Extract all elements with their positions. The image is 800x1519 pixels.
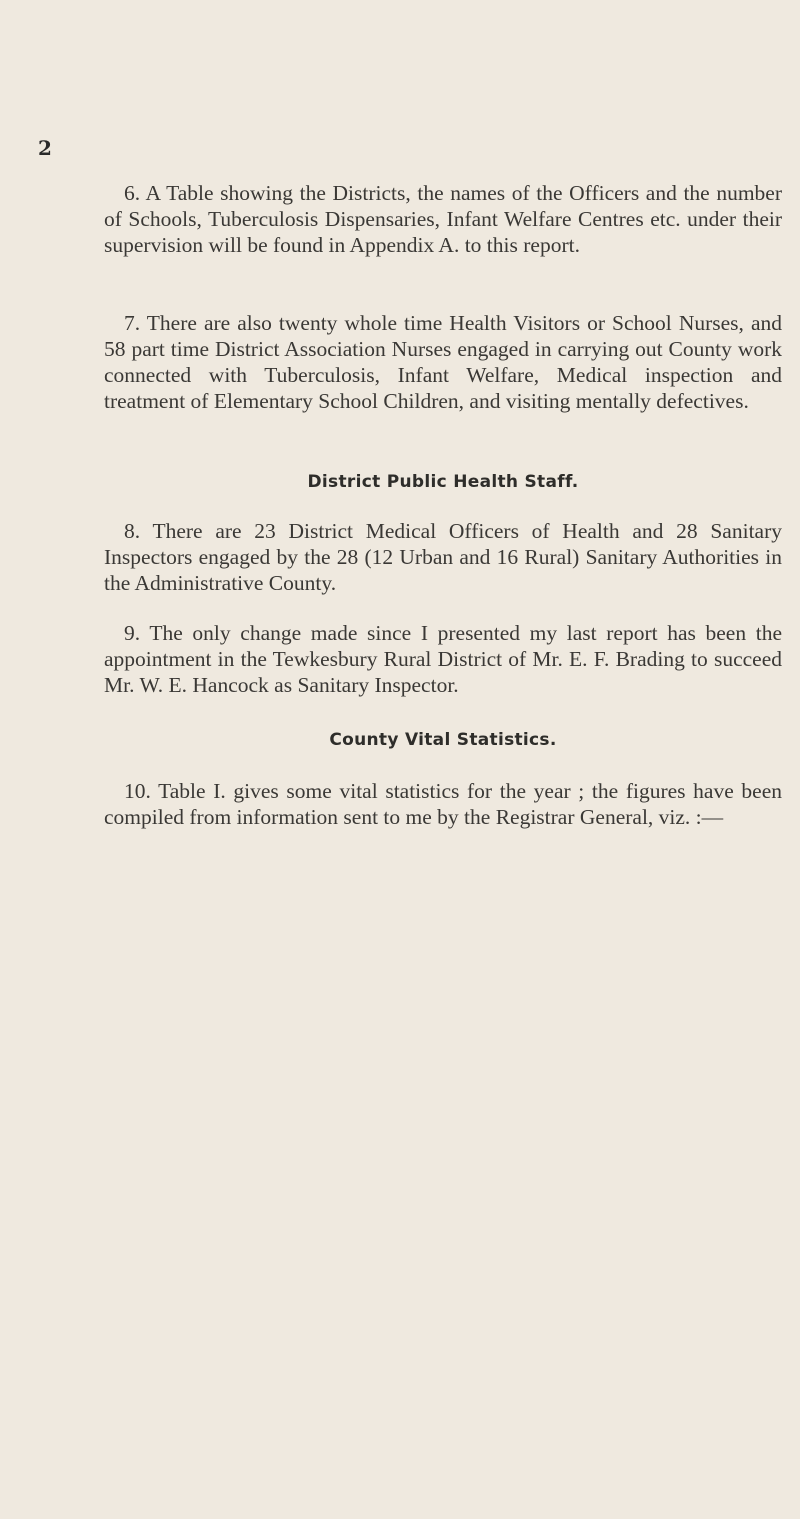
document-body: [104, 180, 782, 856]
section-heading-vital-statistics: County Vital Statistics.: [329, 730, 557, 750]
paragraph-7: 7. There are also twenty whole time Health Visitors or School Nurses, and 58 part time District Association Nurses engaged in carrying out County work connected with Tuberculosis, Infant Welfare, Medical inspection and treatment of Elementary School Children, and visiting mentally defectives.: [104, 311, 782, 413]
paragraph-9: 9. The only change made since I presented my last report has been the appointment in the Tewkesbury Rural District of Mr. E. F. Brading to succeed Mr. W. E. Hancock as Sanitary Inspector.: [104, 621, 782, 697]
paragraph-10: 10. Table I. gives some vital statistics for the year ; the figures have been compiled from information sent to me by the Registrar General, viz. :—: [104, 779, 782, 829]
page-number: 2: [38, 136, 52, 160]
section-heading-district-staff: District Public Health Staff.: [307, 472, 579, 492]
paragraph-8: 8. There are 23 District Medical Officers of Health and 28 Sanitary Inspectors engaged by the 28 (12 Urban and 16 Rural) Sanitary Authorities in the Administrative County.: [104, 519, 782, 595]
paragraph-6: 6. A Table showing the Districts, the names of the Officers and the number of Schools, Tuberculosis Dispensaries, Infant Welfare Centres etc. under their supervision will be found in Appendix A. to this report.: [104, 181, 782, 257]
